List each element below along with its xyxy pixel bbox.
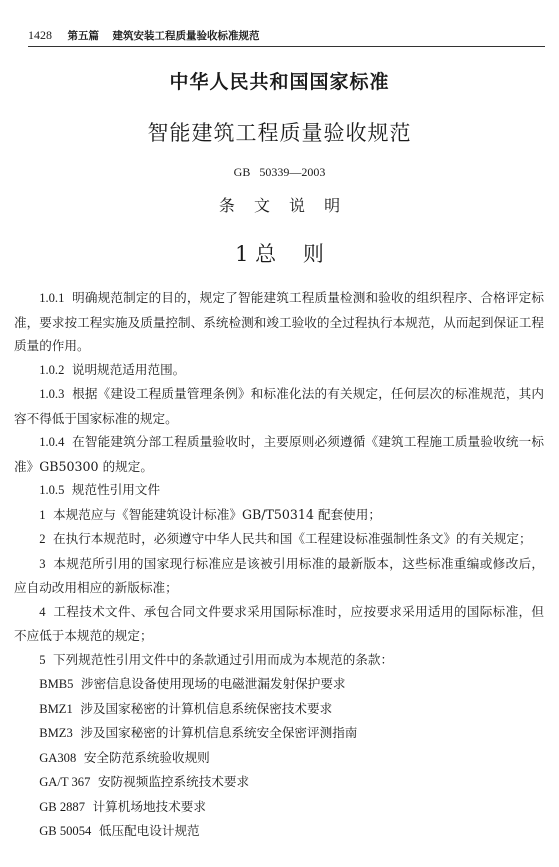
document-subtitle: 智能建筑工程质量验收规范: [147, 121, 412, 145]
item-number: 5: [39, 652, 46, 667]
reference-item: [14, 721, 544, 746]
section-label: 第五篇: [67, 30, 99, 42]
clause-number: 1.0.4: [39, 435, 65, 449]
reference-item: [14, 672, 544, 697]
clause-text: 明确规范制定的目的，规定了智能建筑工程质量检测和验收的组织程序、合格评定标准，要求按工程实施及质量控制、系统检测和竣工验收的全过程执行本规范，从而起到保证工程质量的作用。: [14, 290, 544, 353]
reference-item: [14, 770, 544, 795]
section-subtitle: 建筑安装工程质量验收标准规范: [112, 30, 260, 42]
item-text: 本规范应与《智能建筑设计标准》GB/T50314 配套使用；: [53, 506, 381, 522]
clause-number: 1.0.5: [39, 483, 65, 497]
clause-text: 根据《建设工程质量管理条例》和标准化法的有关规定，任何层次的标准规范，其内容不得低于国家标准的规定。: [14, 386, 544, 426]
reference-code: BMB5: [39, 677, 74, 691]
paragraph: [14, 430, 544, 478]
paragraph: [14, 648, 544, 673]
reference-title: 涉及国家秘密的计算机信息系统安全保密评测指南: [80, 725, 358, 740]
paragraph: [14, 358, 544, 383]
reference-item: [14, 819, 544, 844]
reference-item: [14, 697, 544, 722]
item-text: 工程技术文件、承包合同文件要求采用国际标准时，应按要求采用适用的国际标准，但不应低于本规范的规定；: [14, 603, 544, 643]
item-number: 3: [39, 556, 46, 571]
clause-text: 规范性引用文件: [71, 482, 161, 497]
reference-title: 低压配电设计规范: [98, 823, 200, 838]
item-number: 2: [39, 532, 46, 546]
reference-code: BMZ3: [39, 726, 73, 740]
reference-item: [14, 795, 544, 820]
reference-title: 涉密信息设备使用现场的电磁泄漏发射保护要求: [81, 676, 346, 691]
page-number: 1428: [28, 28, 52, 42]
standard-code: GB 50339—2003: [233, 165, 326, 179]
chapter-heading: 1 总 则: [235, 242, 324, 266]
paragraph: [14, 600, 544, 648]
reference-code: GA/T 367: [39, 775, 91, 789]
reference-item: [14, 746, 544, 771]
item-number: 1: [39, 507, 46, 522]
item-number: 4: [39, 604, 46, 619]
reference-title: 计算机场地技术要求: [92, 798, 206, 814]
reference-code: BMZ1: [39, 701, 73, 716]
running-header: [28, 26, 545, 47]
explanation-heading: 条 文 说 明: [218, 196, 341, 215]
reference-title: 安防视频监控系统技术要求: [97, 774, 250, 789]
item-text: 在执行本规范时，必须遵守中华人民共和国《工程建设标准强制性条文》的有关规定；: [53, 531, 532, 546]
clause-text: 说明规范适用范围。: [71, 361, 186, 377]
paragraph: [14, 527, 544, 552]
clause-number: 1.0.2: [39, 362, 65, 377]
item-text: 下列规范性引用文件中的条款通过引用而成为本规范的条款：: [53, 651, 394, 667]
paragraph: [14, 503, 544, 528]
clause-number: 1.0.3: [39, 387, 65, 401]
document-title: 中华人民共和国国家标准: [169, 71, 390, 93]
paragraph: [14, 382, 544, 430]
reference-title: 涉及国家秘密的计算机信息系统保密技术要求: [80, 700, 333, 716]
clause-number: 1.0.1: [39, 291, 65, 305]
reference-code: GA308: [39, 750, 77, 765]
document-body: [14, 286, 544, 844]
reference-code: GB 2887: [39, 799, 86, 814]
paragraph: [14, 286, 544, 358]
clause-text: 在智能建筑分部工程质量验收时，主要原则必须遵循《建筑工程施工质量验收统一标准》GB50300 的规定。: [14, 434, 544, 474]
item-text: 本规范所引用的国家现行标准应是该被引用标准的最新版本，这些标准重编或修改后，应自动改用相应的新版标准；: [14, 555, 544, 595]
paragraph: [14, 552, 544, 600]
reference-title: 安全防范系统验收规则: [83, 749, 210, 765]
reference-code: GB 50054: [39, 824, 92, 838]
paragraph: [14, 478, 544, 503]
